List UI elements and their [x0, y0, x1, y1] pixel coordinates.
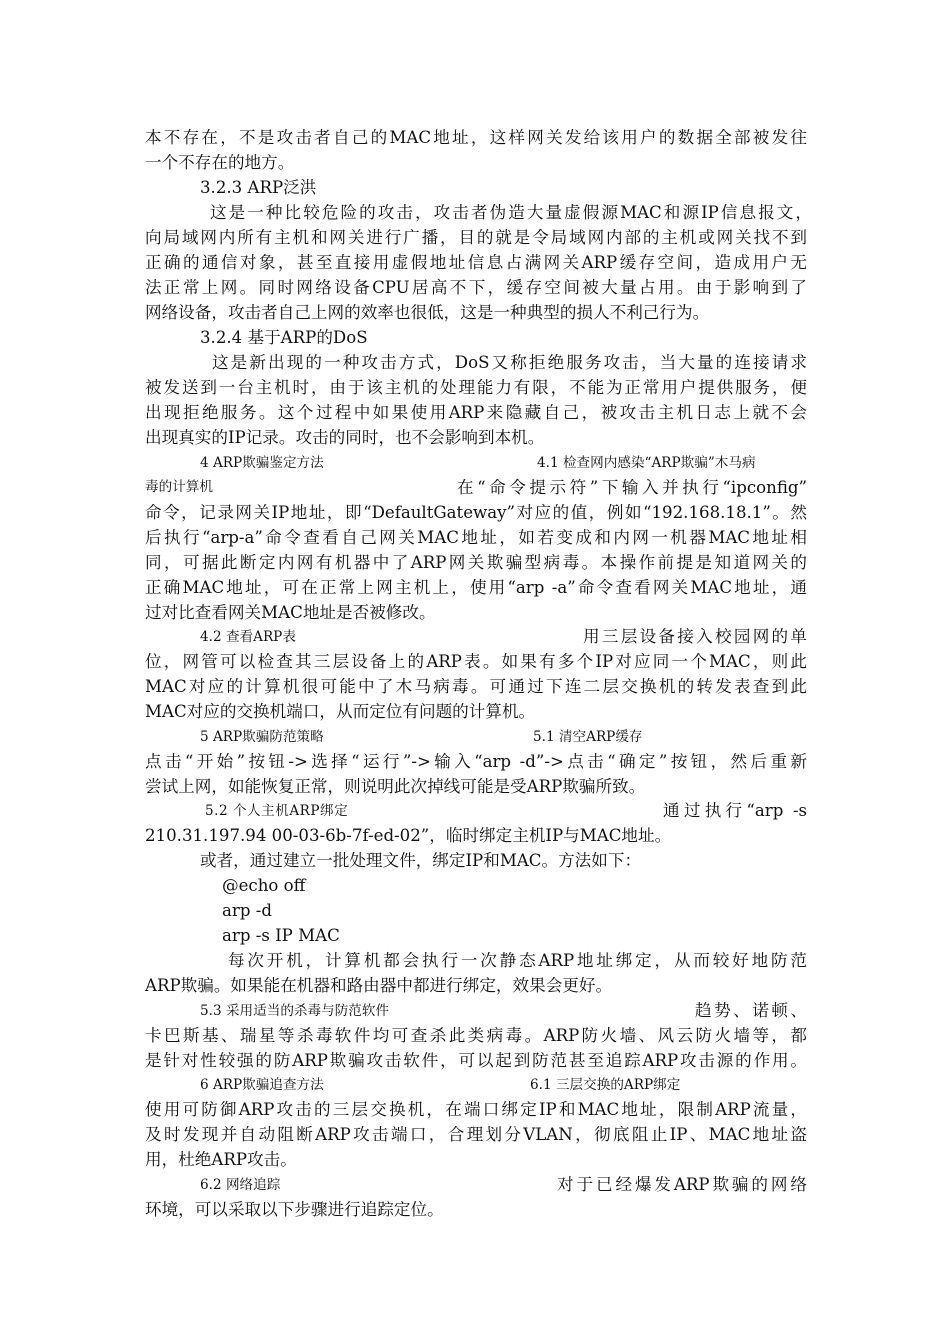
- body-text-line: 趋势、诺顿、: [695, 1001, 807, 1020]
- body-text-line: 本不存在，不是攻击者自己的MAC地址，这样网关发给该用户的数据全部被发往: [145, 128, 807, 147]
- body-text-line: 正确的通信对象，甚至直接用虚假地址信息占满网关ARP缓存空间，造成用户无: [145, 253, 807, 272]
- body-text-line: 用三层设备接入校园网的单: [583, 627, 807, 646]
- body-text-line: 对于已经爆发ARP欺骗的网络: [557, 1175, 807, 1194]
- code-line: arp -d: [222, 901, 272, 920]
- subsection-heading: 5.3 采用适当的杀毒与防范软件: [200, 1003, 390, 1019]
- body-text-line: 点击“开始”按钮->选择“运行”->输入“arp -d”->点击“确定”按钮，然后重新: [145, 752, 807, 771]
- body-text-line: 法正常上网。同时网络设备CPU居高不下，缓存空间被大量占用。由于影响到了: [145, 278, 807, 297]
- body-text-line: 后执行“arp-a”命令查看自己网关MAC地址，如若变成和内网一机器MAC地址相: [145, 528, 807, 547]
- body-text-line: 一个不存在的地方。: [145, 153, 295, 172]
- body-text-line: 出现拒绝服务。这个过程中如果使用ARP来隐藏自己，被攻击主机日志上就不会: [145, 403, 807, 422]
- body-text-line: 环境，可以采取以下步骤进行追踪定位。: [145, 1200, 444, 1219]
- body-text-line: 用，杜绝ARP攻击。: [145, 1150, 297, 1169]
- body-text-line: 每次开机，计算机都会执行一次静态ARP地址绑定，从而较好地防范: [228, 951, 807, 970]
- body-text-line: 通过执行“arp -s: [663, 801, 807, 820]
- body-text-line: 或者，通过建立一批处理文件，绑定IP和MAC。方法如下：: [200, 851, 642, 870]
- body-text-line: 位，网管可以检查其三层设备上的ARP表。如果有多个IP对应同一个MAC，则此: [145, 652, 807, 671]
- body-text-line: 使用可防御ARP攻击的三层交换机，在端口绑定IP和MAC地址，限制ARP流量，: [145, 1100, 807, 1119]
- body-text-line: 是针对性较强的防ARP欺骗攻击软件，可以起到防范甚至追踪ARP攻击源的作用。: [145, 1051, 807, 1070]
- section-heading: 4 ARP欺骗鉴定方法: [200, 455, 324, 471]
- body-text-line: 这是新出现的一种攻击方式，DoS又称拒绝服务攻击，当大量的连接请求: [212, 353, 807, 372]
- body-text-line: 210.31.197.94 00-03-6b-7f-ed-02”，临时绑定主机IP与MAC地址。: [145, 826, 672, 845]
- subsection-heading: 4.1 检查网内感染“ARP欺骗”木马病: [537, 455, 756, 471]
- body-text-line: 这是一种比较危险的攻击，攻击者伪造大量虚假源MAC和源IP信息报文，: [210, 203, 812, 222]
- body-text-line: 在“命令提示符”下输入并执行“ipconfig”: [457, 478, 807, 497]
- body-text-line: 尝试上网，如能恢复正常，则说明此次掉线可能是受ARP欺骗所致。: [145, 777, 646, 796]
- section-heading: 3.2.4 基于ARP的DoS: [200, 328, 368, 347]
- body-text-line: 网络设备，攻击者自己上网的效率也很低，这是一种典型的损人不利己行为。: [145, 303, 710, 322]
- body-text-line: 正确MAC地址，可在正常上网主机上，使用“arp -a”命令查看网关MAC地址，通: [145, 578, 807, 597]
- body-text-line: 过对比查看网关MAC地址是否被修改。: [145, 603, 436, 622]
- subsection-heading: 5.1 清空ARP缓存: [533, 729, 643, 745]
- section-heading: 5 ARP欺骗防范策略: [200, 729, 324, 745]
- body-text-line: 命令，记录网关IP地址，即“DefaultGateway”对应的值，例如“192.168.18.1”。然: [145, 503, 807, 522]
- code-line: @echo off: [222, 876, 306, 895]
- code-line: arp -s IP MAC: [222, 926, 340, 945]
- body-text-line: MAC对应的计算机很可能中了木马病毒。可通过下连二层交换机的转发表查到此: [145, 677, 807, 696]
- body-text-line: 被发送到一台主机时，由于该主机的处理能力有限，不能为正常用户提供服务，便: [145, 378, 807, 397]
- body-text-line: 向局域网内所有主机和网关进行广播，目的就是令局域网内部的主机或网关找不到: [145, 228, 807, 247]
- section-heading: 3.2.3 ARP泛洪: [200, 178, 317, 197]
- body-text-line: 出现真实的IP记录。攻击的同时，也不会影响到本机。: [145, 428, 545, 447]
- subsection-heading: 毒的计算机: [145, 479, 213, 495]
- body-text-line: 及时发现并自动阻断ARP攻击端口，合理划分VLAN，彻底阻止IP、MAC地址盗: [145, 1125, 807, 1144]
- body-text-line: 卡巴斯基、瑞星等杀毒软件均可查杀此类病毒。ARP防火墙、风云防火墙等，都: [145, 1026, 807, 1045]
- subsection-heading: 4.2 查看ARP表: [200, 629, 296, 645]
- subsection-heading: 5.2 个人主机ARP绑定: [205, 803, 349, 819]
- subsection-heading: 6.1 三层交换的ARP绑定: [530, 1077, 681, 1093]
- body-text-line: MAC对应的交换机端口，从而定位有问题的计算机。: [145, 702, 536, 721]
- subsection-heading: 6.2 网络追踪: [200, 1177, 281, 1193]
- body-text-line: 同，可据此断定内网有机器中了ARP网关欺骗型病毒。本操作前提是知道网关的: [145, 553, 807, 572]
- body-text-line: ARP欺骗。如果能在机器和路由器中都进行绑定，效果会更好。: [145, 976, 613, 995]
- section-heading: 6 ARP欺骗追查方法: [200, 1077, 324, 1093]
